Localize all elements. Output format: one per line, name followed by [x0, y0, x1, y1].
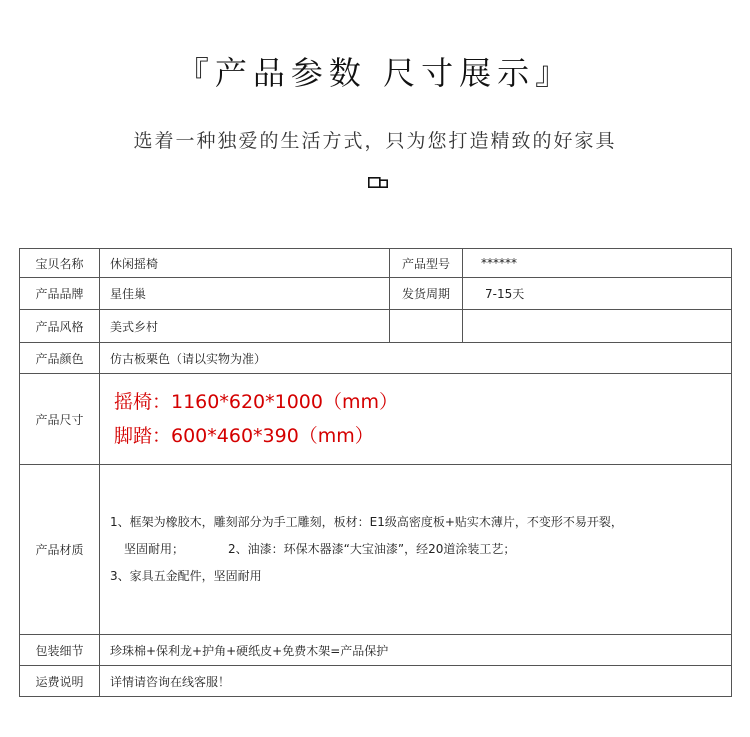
row-label: 产品型号 [390, 249, 463, 278]
row-value: 仿古板栗色（请以实物为准） [100, 343, 732, 374]
table-row [20, 310, 732, 343]
table-row [20, 278, 732, 310]
table-row [20, 374, 732, 465]
material-line-3: 3、家具五金配件，坚固耐用 [110, 569, 262, 583]
size-rocking-chair: 摇椅：1160*620*1000（mm） [114, 391, 398, 413]
row-value: 休闲摇椅 [100, 249, 390, 278]
row-empty-label [390, 310, 463, 343]
row-label: 宝贝名称 [20, 249, 100, 278]
spec-table [19, 248, 732, 697]
material-cell [100, 465, 732, 635]
row-value: 美式乡村 [100, 310, 390, 343]
row-label: 产品风格 [20, 310, 100, 343]
title-text: 产品参数 尺寸展示 [214, 54, 536, 92]
page-header [0, 0, 750, 240]
table-row [20, 635, 732, 666]
material-line-2b: 2、油漆：环保木器漆“大宝油漆”，经20道涂装工艺； [228, 542, 516, 556]
row-value: ****** [463, 249, 732, 278]
title-bracket-close: 』 [535, 54, 574, 92]
row-label: 产品尺寸 [20, 374, 100, 465]
divider-icon [368, 177, 388, 188]
page-title [0, 48, 750, 94]
title-bracket-open: 『 [176, 54, 215, 92]
row-value: 7-15天 [463, 278, 732, 310]
row-label: 运费说明 [20, 666, 100, 697]
row-value: 详情请咨询在线客服！ [100, 666, 732, 697]
row-value: 星佳巢 [100, 278, 390, 310]
row-label: 发货周期 [390, 278, 463, 310]
size-footrest: 脚踏：600*460*390（mm） [114, 425, 374, 447]
table-row [20, 343, 732, 374]
page-subtitle: 选着一种独爱的生活方式，只为您打造精致的好家具 [133, 130, 617, 152]
row-empty-value [463, 310, 732, 343]
material-line-2 [110, 536, 721, 563]
row-label: 产品品牌 [20, 278, 100, 310]
row-label: 产品材质 [20, 465, 100, 635]
material-line-1: 1、框架为橡胶木，雕刻部分为手工雕刻，板材：E1级高密度板+贴实木薄片，不变形不易开裂， [110, 515, 623, 529]
material-line-2a: 坚固耐用； [124, 542, 185, 556]
row-value: 珍珠棉+保利龙+护角+硬纸皮+免费木架=产品保护 [100, 635, 732, 666]
table-row [20, 666, 732, 697]
table-row [20, 249, 732, 278]
table-row [20, 465, 732, 635]
row-label: 包装细节 [20, 635, 100, 666]
size-cell [100, 374, 732, 465]
row-label: 产品颜色 [20, 343, 100, 374]
